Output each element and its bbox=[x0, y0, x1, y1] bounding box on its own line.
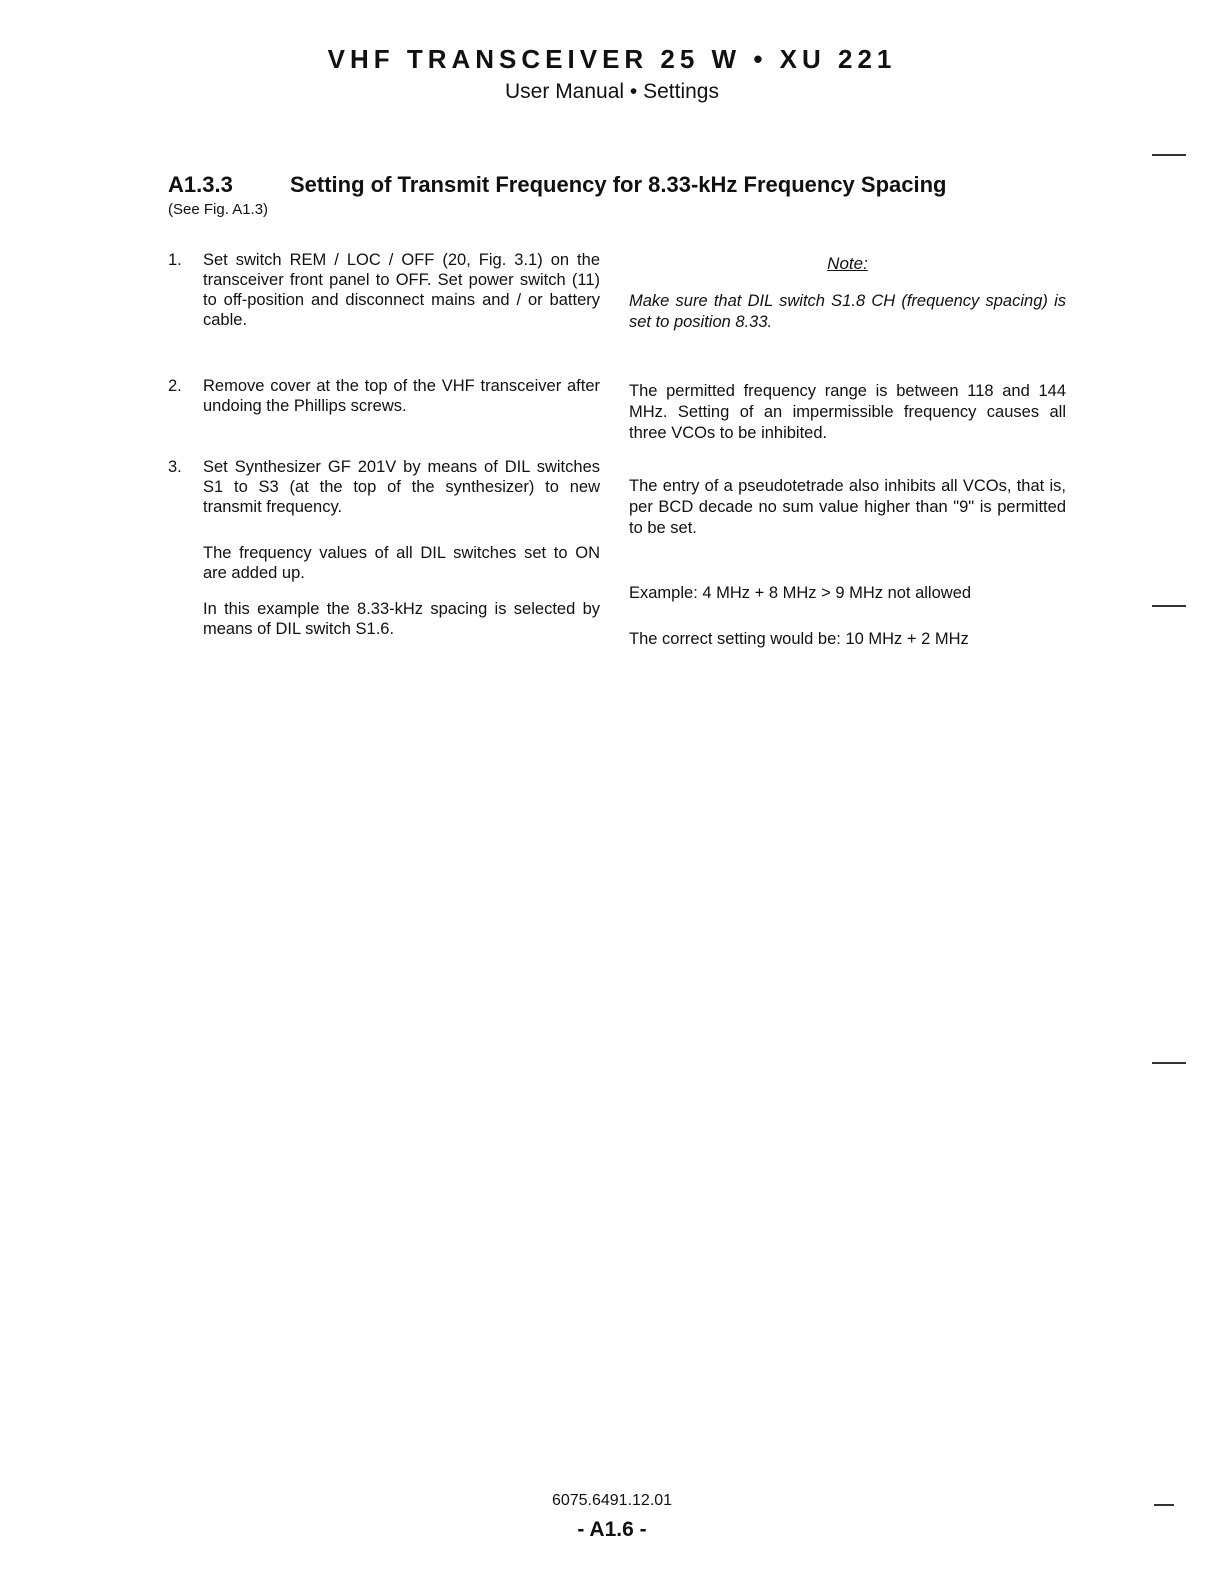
frequency-range-paragraph: The permitted frequency range is between 118 and 144 MHz. Setting of an impermissible frequency causes all three VCOs to be inhibited. bbox=[629, 382, 1066, 442]
step-1 bbox=[168, 250, 600, 330]
figure-reference: (See Fig. A1.3) bbox=[168, 201, 269, 218]
note-heading: Note: bbox=[827, 254, 868, 273]
document-title: VHF TRANSCEIVER 25 W • XU 221 bbox=[327, 44, 897, 74]
section-title: Setting of Transmit Frequency for 8.33-kHz Frequency Spacing bbox=[290, 172, 947, 197]
margin-mark bbox=[1152, 154, 1186, 156]
example-line: Example: 4 MHz + 8 MHz > 9 MHz not allowed bbox=[629, 584, 972, 602]
document-code: 6075.6491.12.01 bbox=[551, 1492, 673, 1509]
correct-setting-line: The correct setting would be: 10 MHz + 2 MHz bbox=[629, 630, 969, 648]
note-text: Make sure that DIL switch S1.8 CH (frequency spacing) is set to position 8.33. bbox=[629, 292, 1066, 331]
step-number: 1. bbox=[168, 251, 182, 269]
margin-mark bbox=[1154, 1504, 1174, 1506]
step-3-paragraph-example: In this example the 8.33-kHz spacing is selected by means of DIL switch S1.6. bbox=[203, 600, 600, 638]
step-number: 3. bbox=[168, 458, 182, 476]
section-number: A1.3.3 bbox=[168, 172, 233, 197]
step-text: Set switch REM / LOC / OFF (20, Fig. 3.1) on the transceiver front panel to OFF. Set power switch (11) to off-position and disconnect mains and / or battery cable. bbox=[203, 251, 600, 329]
step-text: Remove cover at the top of the VHF transceiver after undoing the Phillips screws. bbox=[203, 377, 600, 415]
document-subtitle: User Manual • Settings bbox=[505, 80, 719, 103]
margin-mark bbox=[1152, 605, 1186, 607]
section-heading bbox=[168, 172, 1068, 198]
step-number: 2. bbox=[168, 377, 182, 395]
pseudotetrade-paragraph: The entry of a pseudotetrade also inhibits all VCOs, that is, per BCD decade no sum value higher than "9" is permitted to be set. bbox=[629, 477, 1066, 537]
step-3-paragraph-values: The frequency values of all DIL switches set to ON are added up. bbox=[203, 544, 600, 582]
step-text: Set Synthesizer GF 201V by means of DIL switches S1 to S3 (at the top of the synthesizer) to new transmit frequency. bbox=[203, 458, 600, 516]
step-3 bbox=[168, 457, 600, 517]
step-2 bbox=[168, 376, 600, 416]
margin-mark bbox=[1152, 1062, 1186, 1064]
page-number: - A1.6 - bbox=[577, 1518, 647, 1541]
